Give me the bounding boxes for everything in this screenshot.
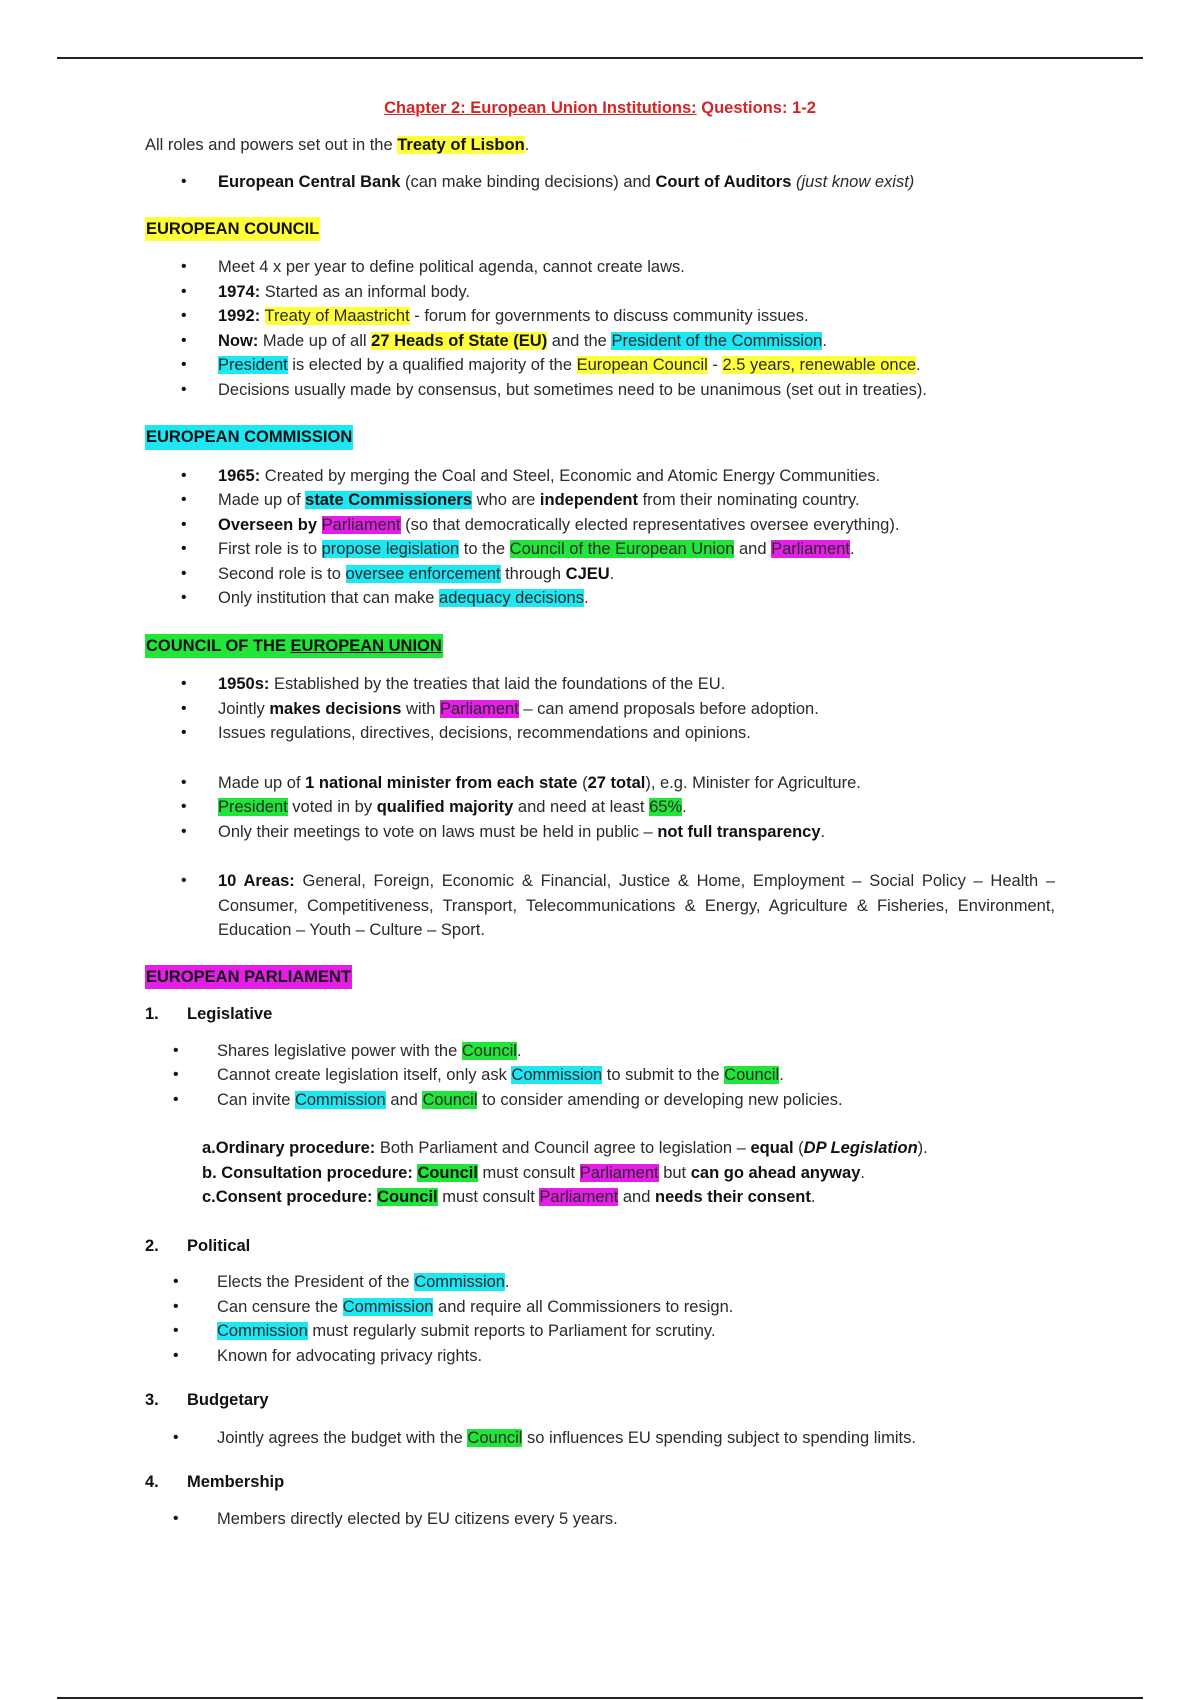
- list-item: • Now: Made up of all 27 Heads of State (EU) and the President of the Commission.: [145, 329, 1055, 354]
- procedure-item: a.Ordinary procedure: Both Parliament and Council agree to legislation – equal (DP Legislation).: [202, 1139, 928, 1157]
- section-heading-european-parliament: EUROPEAN PARLIAMENT: [145, 965, 1055, 990]
- page-title: Chapter 2: European Union Institutions: Questions: 1-2: [384, 99, 816, 117]
- budgetary-list: [145, 1426, 1055, 1451]
- list-item: • President voted in by qualified majority and need at least 65%.: [145, 795, 1055, 820]
- list-item: • Overseen by Parliament (so that democratically elected representatives oversee everything).: [145, 513, 1055, 538]
- list-item: • Known for advocating privacy rights.: [145, 1344, 1055, 1369]
- list-item: • Made up of 1 national minister from each state (27 total), e.g. Minister for Agriculture.: [145, 771, 1055, 796]
- subsection-political: 2. Political: [145, 1236, 251, 1255]
- list-item: • Decisions usually made by consensus, but sometimes need to be unanimous (set out in treaties).: [145, 378, 1055, 403]
- list-item: • 1950s: Established by the treaties that laid the foundations of the EU.: [145, 672, 1055, 697]
- council-eu-list-2: [145, 771, 1055, 845]
- list-item: • Only institution that can make adequacy decisions.: [145, 586, 1055, 611]
- list-item: • Can censure the Commission and require all Commissioners to resign.: [145, 1295, 1055, 1320]
- european-council-list: [145, 255, 1055, 402]
- intro-list: [145, 170, 1055, 195]
- procedure-item: b. Consultation procedure: Council must consult Parliament but can go ahead anyway.: [202, 1163, 865, 1182]
- procedure-item: c.Consent procedure: Council must consult Parliament and needs their consent.: [202, 1188, 816, 1206]
- list-item: • 1992: Treaty of Maastricht - forum for governments to discuss community issues.: [145, 304, 1055, 329]
- political-list: [145, 1270, 1055, 1368]
- list-item: • European Central Bank (can make binding decisions) and Court of Auditors (just know exist): [145, 170, 1055, 195]
- list-item: • Shares legislative power with the Council.: [145, 1039, 1055, 1064]
- subsection-legislative: 1. Legislative: [145, 1005, 273, 1023]
- list-item: • Jointly makes decisions with Parliament – can amend proposals before adoption.: [145, 697, 1055, 722]
- list-item: • Issues regulations, directives, decisions, recommendations and opinions.: [145, 721, 1055, 746]
- list-item: • Jointly agrees the budget with the Council so influences EU spending subject to spending limits.: [145, 1426, 1055, 1451]
- council-eu-list-1: [145, 672, 1055, 746]
- list-item: • 10 Areas: General, Foreign, Economic & Financial, Justice & Home, Employment – Social Policy – Health – Consumer, Competitiveness, Transport, Telecommunications & Energy, Agriculture & Fisheries, Environment, Education – Youth – Culture – Sport.: [145, 869, 1055, 943]
- list-item: • Made up of state Commissioners who are independent from their nominating country.: [145, 488, 1055, 513]
- top-rule: [57, 57, 1143, 59]
- list-item: • Meet 4 x per year to define political agenda, cannot create laws.: [145, 255, 1055, 280]
- list-item: • 1974: Started as an informal body.: [145, 280, 1055, 305]
- section-heading-european-council: EUROPEAN COUNCIL: [145, 217, 1055, 242]
- european-commission-list: [145, 464, 1055, 611]
- bottom-rule: [57, 1697, 1143, 1699]
- subsection-membership: 4. Membership: [145, 1473, 285, 1491]
- list-item: • Members directly elected by EU citizens every 5 years.: [145, 1507, 1055, 1532]
- list-item: • Only their meetings to vote on laws must be held in public – not full transparency.: [145, 820, 1055, 845]
- list-item: • Elects the President of the Commission.: [145, 1270, 1055, 1295]
- subsection-budgetary: 3. Budgetary: [145, 1391, 269, 1409]
- document-body: [145, 96, 1055, 1531]
- list-item: • Second role is to oversee enforcement through CJEU.: [145, 562, 1055, 587]
- procedures-list: [145, 1136, 1055, 1210]
- council-eu-list-3: [145, 869, 1055, 943]
- list-item: • 1965: Created by merging the Coal and Steel, Economic and Atomic Energy Communities.: [145, 464, 1055, 489]
- intro-line: All roles and powers set out in the Treaty of Lisbon.: [145, 135, 530, 154]
- list-item: • President is elected by a qualified majority of the European Council - 2.5 years, renewable once.: [145, 353, 1055, 378]
- list-item: • Cannot create legislation itself, only ask Commission to submit to the Council.: [145, 1063, 1055, 1088]
- section-heading-council-eu: COUNCIL OF THE EUROPEAN UNION: [145, 634, 1055, 659]
- membership-list: [145, 1507, 1055, 1532]
- section-heading-european-commission: EUROPEAN COMMISSION: [145, 425, 1055, 450]
- list-item: • Can invite Commission and Council to consider amending or developing new policies.: [145, 1088, 1055, 1113]
- list-item: • First role is to propose legislation to the Council of the European Union and Parliament.: [145, 537, 1055, 562]
- list-item: • Commission must regularly submit reports to Parliament for scrutiny.: [145, 1319, 1055, 1344]
- legislative-list: [145, 1039, 1055, 1113]
